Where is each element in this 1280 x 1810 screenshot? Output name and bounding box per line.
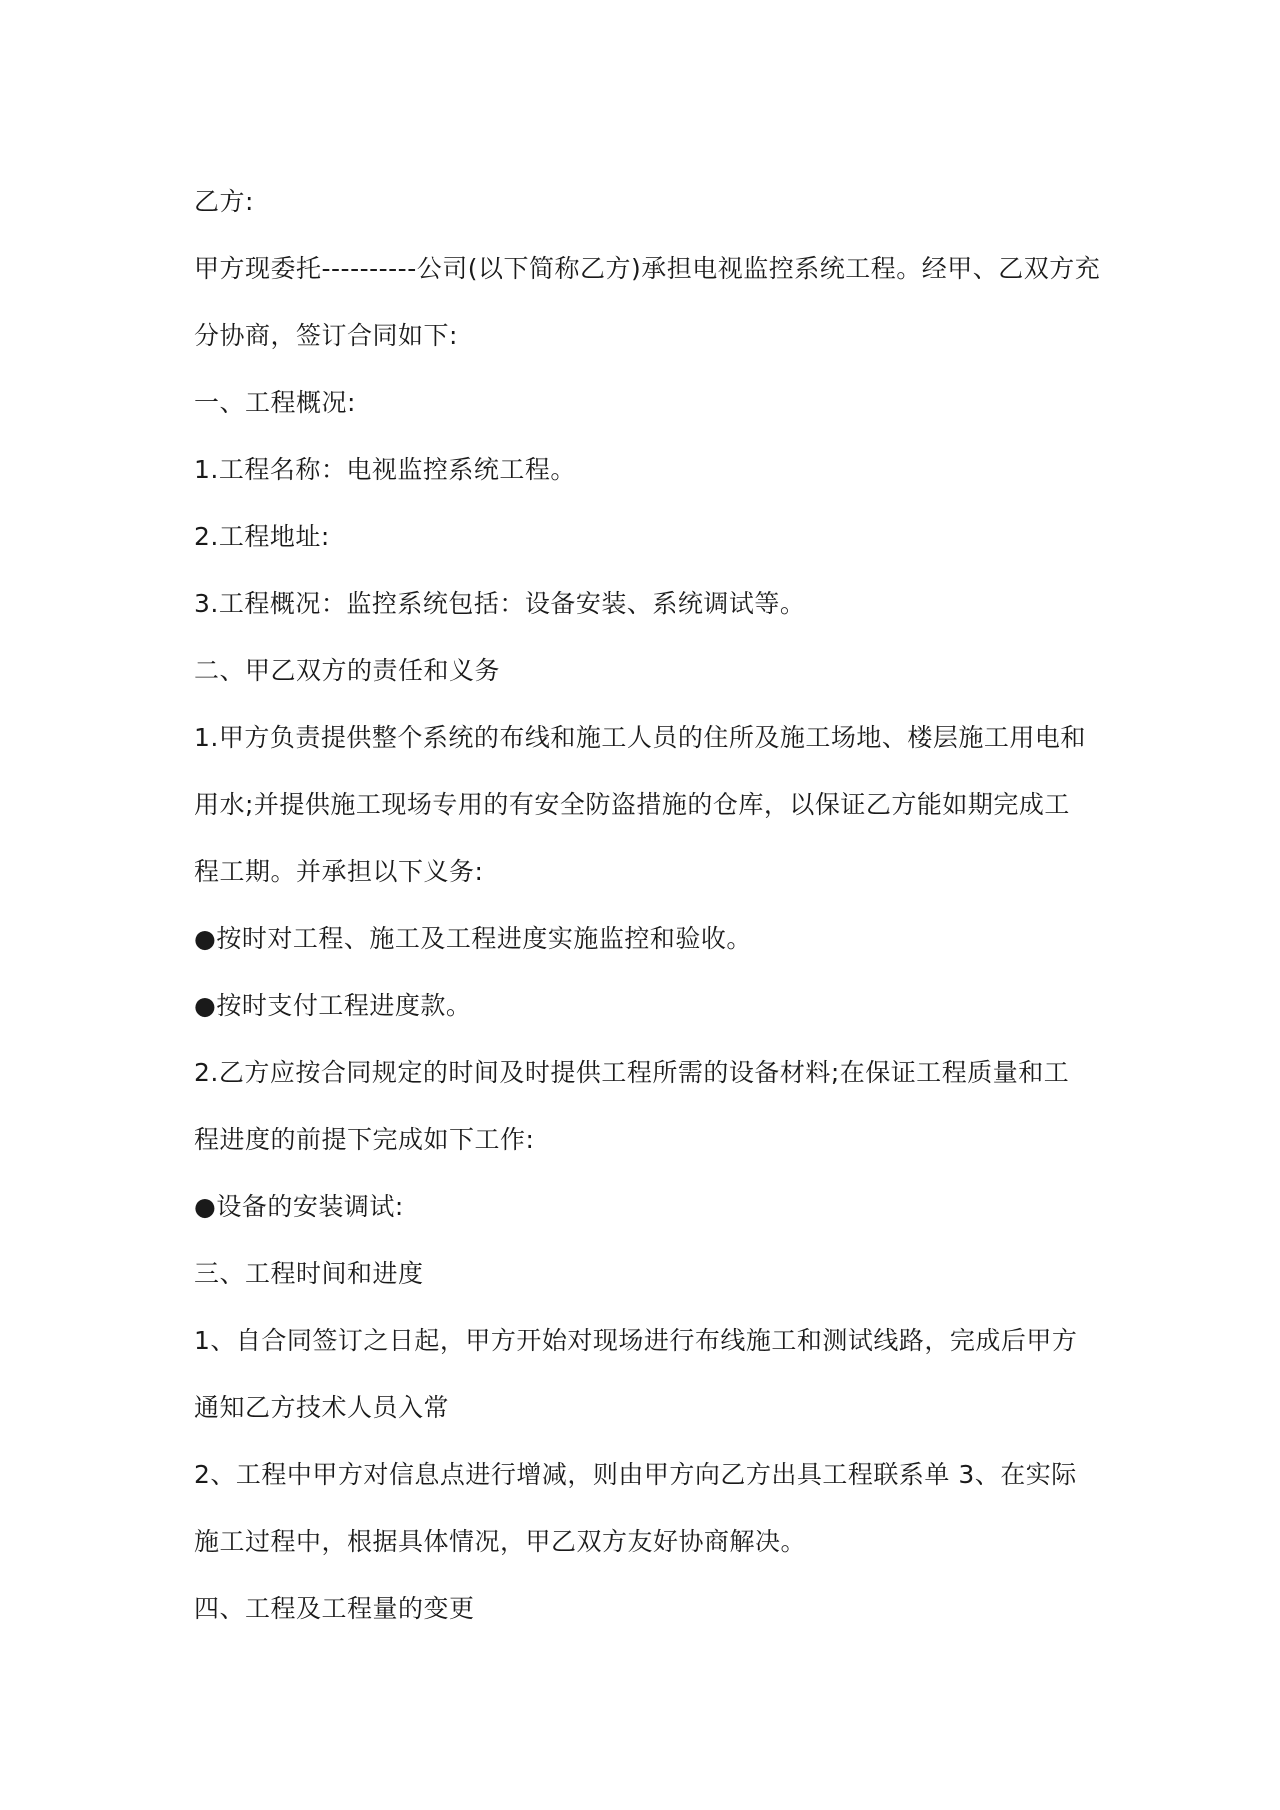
project-overview-item: 3.工程概况：监控系统包括：设备安装、系统调试等。: [194, 589, 806, 618]
schedule-item-1-line-2: 通知乙方技术人员入常: [194, 1393, 450, 1422]
section-heading-3: 三、工程时间和进度: [194, 1259, 424, 1288]
intro-paragraph-line-1: 甲方现委托----------公司(以下简称乙方)承担电视监控系统工程。经甲、乙双方充: [194, 254, 1101, 283]
party-a-duty-line-1: 1.甲方负责提供整个系统的布线和施工人员的住所及施工场地、楼层施工用电和: [194, 723, 1086, 752]
schedule-item-2-line-2: 施工过程中，根据具体情况，甲乙双方友好协商解决。: [194, 1527, 807, 1556]
party-b-duty-line-2: 程进度的前提下完成如下工作:: [194, 1125, 535, 1154]
party-a-duty-line-2: 用水;并提供施工现场专用的有安全防盗措施的仓库，以保证乙方能如期完成工: [194, 790, 1070, 819]
section-heading-4: 四、工程及工程量的变更: [194, 1594, 475, 1623]
document-body: [194, 168, 1101, 1642]
bullet-item-installation: ●设备的安装调试:: [194, 1192, 404, 1221]
party-b-label: 乙方:: [194, 187, 254, 216]
schedule-item-1-line-1: 1、自合同签订之日起，甲方开始对现场进行布线施工和测试线路，完成后甲方: [194, 1326, 1078, 1355]
party-b-duty-line-1: 2.乙方应按合同规定的时间及时提供工程所需的设备材料;在保证工程质量和工: [194, 1058, 1070, 1087]
bullet-item-monitoring: ●按时对工程、施工及工程进度实施监控和验收。: [194, 924, 752, 953]
schedule-item-2-line-1: 2、工程中甲方对信息点进行增减，则由甲方向乙方出具工程联系单 3、在实际: [194, 1460, 1077, 1489]
section-heading-2: 二、甲乙双方的责任和义务: [194, 656, 501, 685]
bullet-item-payment: ●按时支付工程进度款。: [194, 991, 472, 1020]
intro-paragraph-line-2: 分协商，签订合同如下:: [194, 321, 458, 350]
section-heading-1: 一、工程概况:: [194, 388, 356, 417]
party-a-duty-line-3: 程工期。并承担以下义务:: [194, 857, 484, 886]
project-address-item: 2.工程地址:: [194, 522, 330, 551]
project-name-item: 1.工程名称：电视监控系统工程。: [194, 455, 576, 484]
